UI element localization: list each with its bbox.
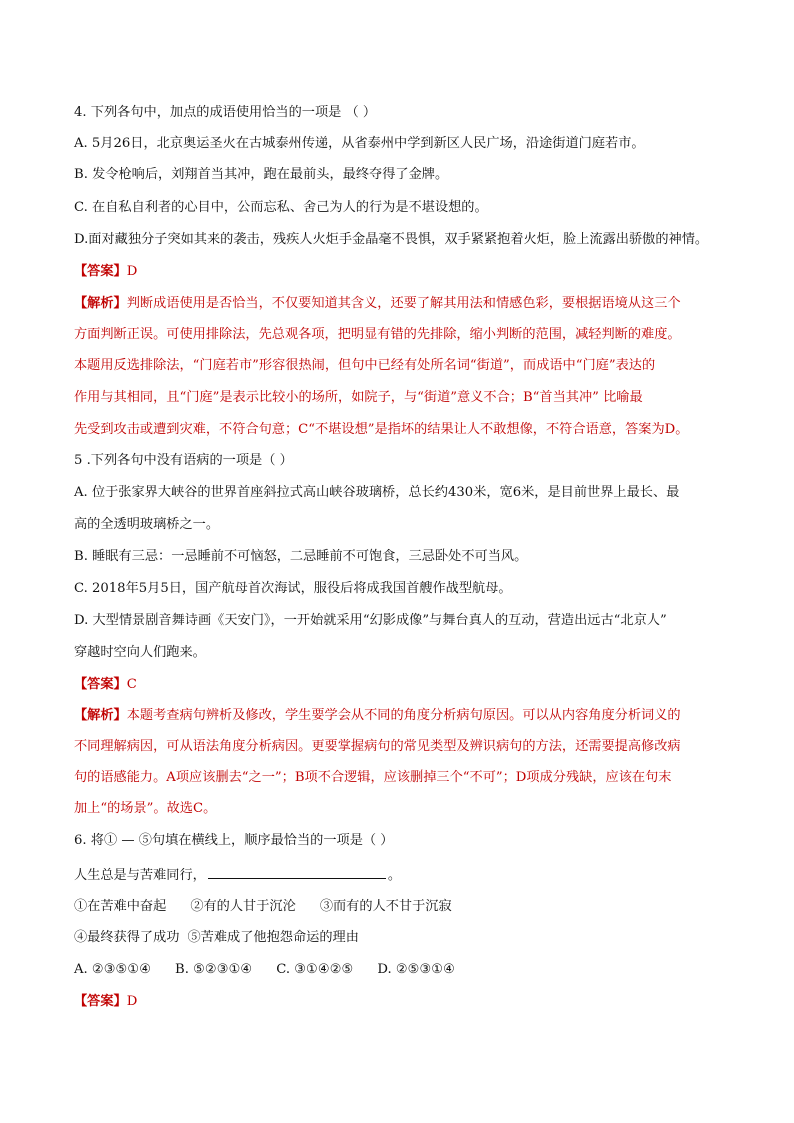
item-1: ①在苦难中奋起 <box>74 899 167 914</box>
q4-answer <box>74 262 137 282</box>
answer-tag: 【答案】 <box>74 264 127 279</box>
q4-analysis-line-2: 方面判断正误。可使用排除法，先总观各项，把明显有错的先排除，缩小判断的范围，减轻判断的难度。 <box>74 327 681 342</box>
q6-answer <box>74 992 137 1012</box>
q4-option-d: D.面对藏独分子突如其来的袭击，残疾人火炬手金晶毫不畏惧，双手紧紧抱着火炬，脸上流露出骄傲的神情。 <box>74 232 709 247</box>
q5-answer <box>74 675 137 695</box>
q4-option-c: C. 在自私自利者的心目中，公而忘私、舍己为人的行为是不堪设想的。 <box>74 200 488 215</box>
q4-analysis-line-4: 作用与其相同，且“门庭”是表示比较小的场所，如院子，与“街道”意义不合；B“首当其冲” 比喻最 <box>74 390 643 405</box>
analysis-text: 判断成语使用是否恰当，不仅要知道其含义，还要了解其用法和情感色彩，要根据语境从这三个 <box>126 296 681 311</box>
q5-stem: 5 .下列各句中没有语病的一项是（ ） <box>74 453 293 468</box>
item-5: ⑤苦难成了他抱怨命运的理由 <box>187 930 359 945</box>
option-c: C. ③①④②⑤ <box>276 962 354 977</box>
q4-analysis-line-3: 本题用反选排除法，“门庭若市”形容很热闹，但句中已经有处所名词“街道”，而成语中“门庭”表达的 <box>74 358 656 373</box>
analysis-tag: 【解析】 <box>74 296 127 311</box>
answer-tag: 【答案】 <box>74 994 127 1009</box>
q5-analysis-line-4: 加上“的场景”。故选C。 <box>74 801 217 816</box>
answer-value: D <box>126 264 138 279</box>
q5-option-d-line-2: 穿越时空向人们跑来。 <box>74 645 206 660</box>
q4-option-a: A. 5月26日，北京奥运圣火在古城泰州传递，从省泰州中学到新区人民广场，沿途街道门庭若市。 <box>74 136 645 151</box>
q5-option-a-line-1: A. 位于张家界大峡谷的世界首座斜拉式高山峡谷玻璃桥，总长约430米，宽6米，是目前世界上最长、最 <box>74 485 680 500</box>
q5-option-a-line-2: 高的全透明玻璃桥之一。 <box>74 517 220 532</box>
answer-tag: 【答案】 <box>74 677 127 692</box>
q5-analysis-line-2: 不同理解病因，可从语法角度分析病因。更要掌握病句的常见类型及辨识病句的方法，还需要提高修改病 <box>74 739 681 754</box>
q6-items-line-2 <box>74 928 359 948</box>
q4-analysis-line-1 <box>74 294 681 314</box>
answer-value: D <box>126 994 138 1009</box>
sentence-end: 。 <box>387 868 402 883</box>
fill-blank <box>208 864 386 879</box>
option-a: A. ②③⑤①④ <box>74 962 152 977</box>
option-d: D. ②⑤③①④ <box>377 962 455 977</box>
q4-option-b: B. 发令枪响后，刘翔首当其冲，跑在最前头，最终夺得了金牌。 <box>74 167 449 182</box>
q5-analysis-line-3: 句的语感能力。A项应该删去“之一”；B项不合逻辑，应该删掉三个“不可”；D项成分残缺，应该在句末 <box>74 770 672 785</box>
q5-analysis-line-1 <box>74 706 681 726</box>
q5-option-c: C. 2018年5月5日，国产航母首次海试，服役后将成我国首艘作战型航母。 <box>74 581 512 596</box>
answer-value: C <box>126 677 137 692</box>
q4-stem: 4. 下列各句中，加点的成语使用恰当的一项是 （ ） <box>74 105 377 120</box>
q6-fill-sentence <box>74 864 401 886</box>
item-4: ④最终获得了成功 <box>74 930 180 945</box>
sentence-text: 人生总是与苦难同行， <box>74 868 206 883</box>
analysis-text: 本题考查病句辨析及修改，学生要学会从不同的角度分析病句原因。可以从内容角度分析词义的 <box>126 708 681 723</box>
option-b: B. ⑤②③①④ <box>175 962 253 977</box>
q5-option-b: B. 睡眠有三忌：一忌睡前不可恼怒，二忌睡前不可饱食，三忌卧处不可当风。 <box>74 549 528 564</box>
item-3: ③而有的人不甘于沉寂 <box>319 899 452 914</box>
analysis-tag: 【解析】 <box>74 708 127 723</box>
q6-items-line-1 <box>74 897 452 917</box>
q5-option-d-line-1: D. 大型情景剧音舞诗画《天安门》，一开始就采用“幻影成像”与舞台真人的互动，营造出远古“北京人” <box>74 613 667 628</box>
item-2: ②有的人甘于沉沦 <box>190 899 296 914</box>
q6-options <box>74 960 455 980</box>
q4-analysis-line-5: 先受到攻击或遭到灾难，不符合句意；C“不堪设想”是指坏的结果让人不敢想像，不符合语意，答案为D。 <box>74 422 689 437</box>
q6-stem: 6. 将① — ⑤句填在横线上，顺序最恰当的一项是（ ） <box>74 833 394 848</box>
